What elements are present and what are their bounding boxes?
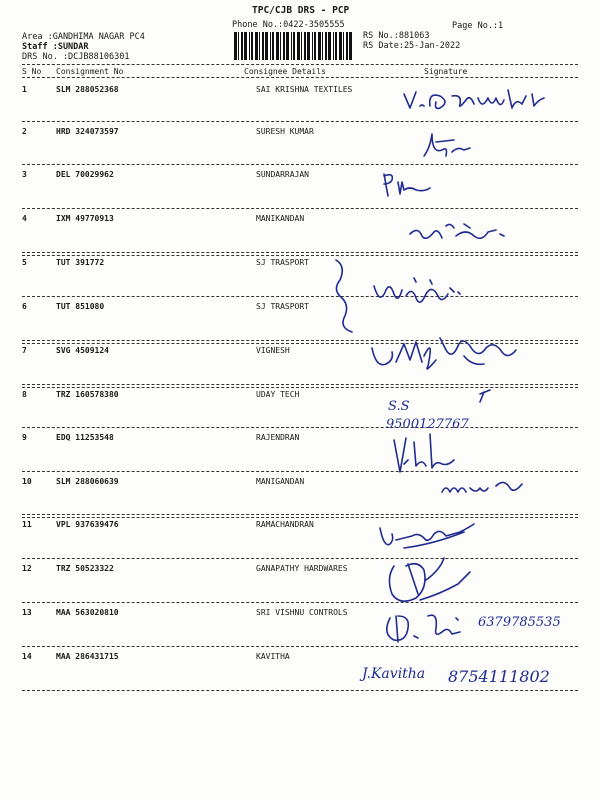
row-sno: 9 [22, 433, 27, 442]
row-consignee: UDAY TECH [256, 390, 300, 399]
row-13-phone: 6379785535 [478, 615, 561, 630]
row-consignment-no: MAA 563020810 [56, 608, 119, 617]
barcode-image [232, 32, 356, 60]
signature-row-4 [404, 218, 514, 248]
row-8-phone: 9500127767 [386, 417, 469, 432]
row-divider [22, 514, 578, 518]
row-consignment-no: SLM 288052368 [56, 85, 119, 94]
row-divider [22, 252, 578, 256]
row-consignment-no: DEL 70029962 [56, 170, 114, 179]
row-consignment-no: IXM 49770913 [56, 214, 114, 223]
row-sno: 1 [22, 85, 27, 94]
signature-row-12 [384, 548, 474, 608]
document-title: TPC/CJB DRS - PCP [252, 5, 350, 16]
row-sno: 10 [22, 477, 32, 486]
row-consignee: SUNDARRAJAN [256, 170, 309, 179]
row-consignment-no: EDQ 11253548 [56, 433, 114, 442]
column-header-signature: Signature [424, 67, 468, 76]
signature-row-10 [438, 474, 528, 502]
staff-label: Staff :SUNDAR [22, 42, 89, 52]
row-divider [22, 558, 578, 559]
row-consignee: SJ TRASPORT [256, 258, 309, 267]
row-14-phone: 8754111802 [448, 667, 550, 686]
signature-row-7 [366, 326, 526, 376]
row-sno: 8 [22, 390, 27, 399]
rs-number: RS No.:881063 [363, 31, 430, 41]
row-consignment-no: MAA 286431715 [56, 652, 119, 661]
row-sno: 2 [22, 127, 27, 136]
row-consignment-no: HRD 324073597 [56, 127, 119, 136]
column-header-rule [22, 77, 578, 78]
row-consignee: SURESH KUMAR [256, 127, 314, 136]
row-sno: 14 [22, 652, 32, 661]
row-14-name: J.Kavitha [362, 666, 426, 682]
area-label: Area :GANDHIMA NAGAR PC4 [22, 32, 145, 42]
column-header-sno: S No [22, 67, 42, 76]
row-consignment-no: TRZ 160578380 [56, 390, 119, 399]
signature-row-13 [380, 604, 580, 648]
signature-row-5-6 [330, 256, 480, 336]
row-divider [22, 208, 578, 209]
row-consignee: SRI VISHNU CONTROLS [256, 608, 348, 617]
row-consignment-no: TUT 851080 [56, 302, 105, 311]
column-header-consignee: Consignee Details [244, 67, 326, 76]
column-header-consignment: Consignment No [56, 67, 124, 76]
row-consignee: GANAPATHY HARDWARES [256, 564, 348, 573]
row-consignment-no: TRZ 50523322 [56, 564, 114, 573]
row-sno: 11 [22, 520, 32, 529]
row-consignment-no: SVG 4509124 [56, 346, 109, 355]
row-sno: 13 [22, 608, 32, 617]
row-sno: 3 [22, 170, 27, 179]
row-consignee: MANIGANDAN [256, 477, 305, 486]
row-divider [22, 690, 578, 691]
row-sno: 7 [22, 346, 27, 355]
row-consignee: SJ TRASPORT [256, 302, 309, 311]
row-sno: 5 [22, 258, 27, 267]
row-divider [22, 602, 578, 603]
row-sno: 6 [22, 302, 27, 311]
signature-row-1 [400, 84, 560, 116]
row-consignee: RAMACHANDRAN [256, 520, 314, 529]
signature-row-9 [388, 430, 468, 478]
header-rule [22, 64, 578, 65]
row-consignment-no: SLM 288060639 [56, 477, 119, 486]
row-consignee: RAJENDRAN [256, 433, 300, 442]
row-consignee: SAI KRISHNA TEXTILES [256, 85, 353, 94]
phone-number: Phone No.:0422-3505555 [232, 20, 345, 30]
row-consignee: MANIKANDAN [256, 214, 305, 223]
row-consignment-no: VPL 937639476 [56, 520, 119, 529]
row-sno: 4 [22, 214, 27, 223]
row-divider [22, 164, 578, 165]
drs-number: DRS No. :DCJB88106301 [22, 52, 130, 62]
row-divider [22, 471, 578, 472]
row-consignment-no: TUT 391772 [56, 258, 105, 267]
signature-row-8 [380, 384, 530, 434]
signature-row-2 [418, 128, 478, 164]
row-8-initials: S.S [388, 399, 410, 414]
rs-date: RS Date:25-Jan-2022 [363, 41, 461, 51]
signature-row-14 [356, 654, 556, 690]
row-consignee: KAVITHA [256, 652, 290, 661]
row-divider [22, 121, 578, 122]
row-divider [22, 296, 578, 297]
row-sno: 12 [22, 564, 32, 573]
row-consignee: VIGNESH [256, 346, 290, 355]
page-number: Page No.:1 [452, 21, 504, 31]
signature-row-3 [378, 168, 438, 202]
